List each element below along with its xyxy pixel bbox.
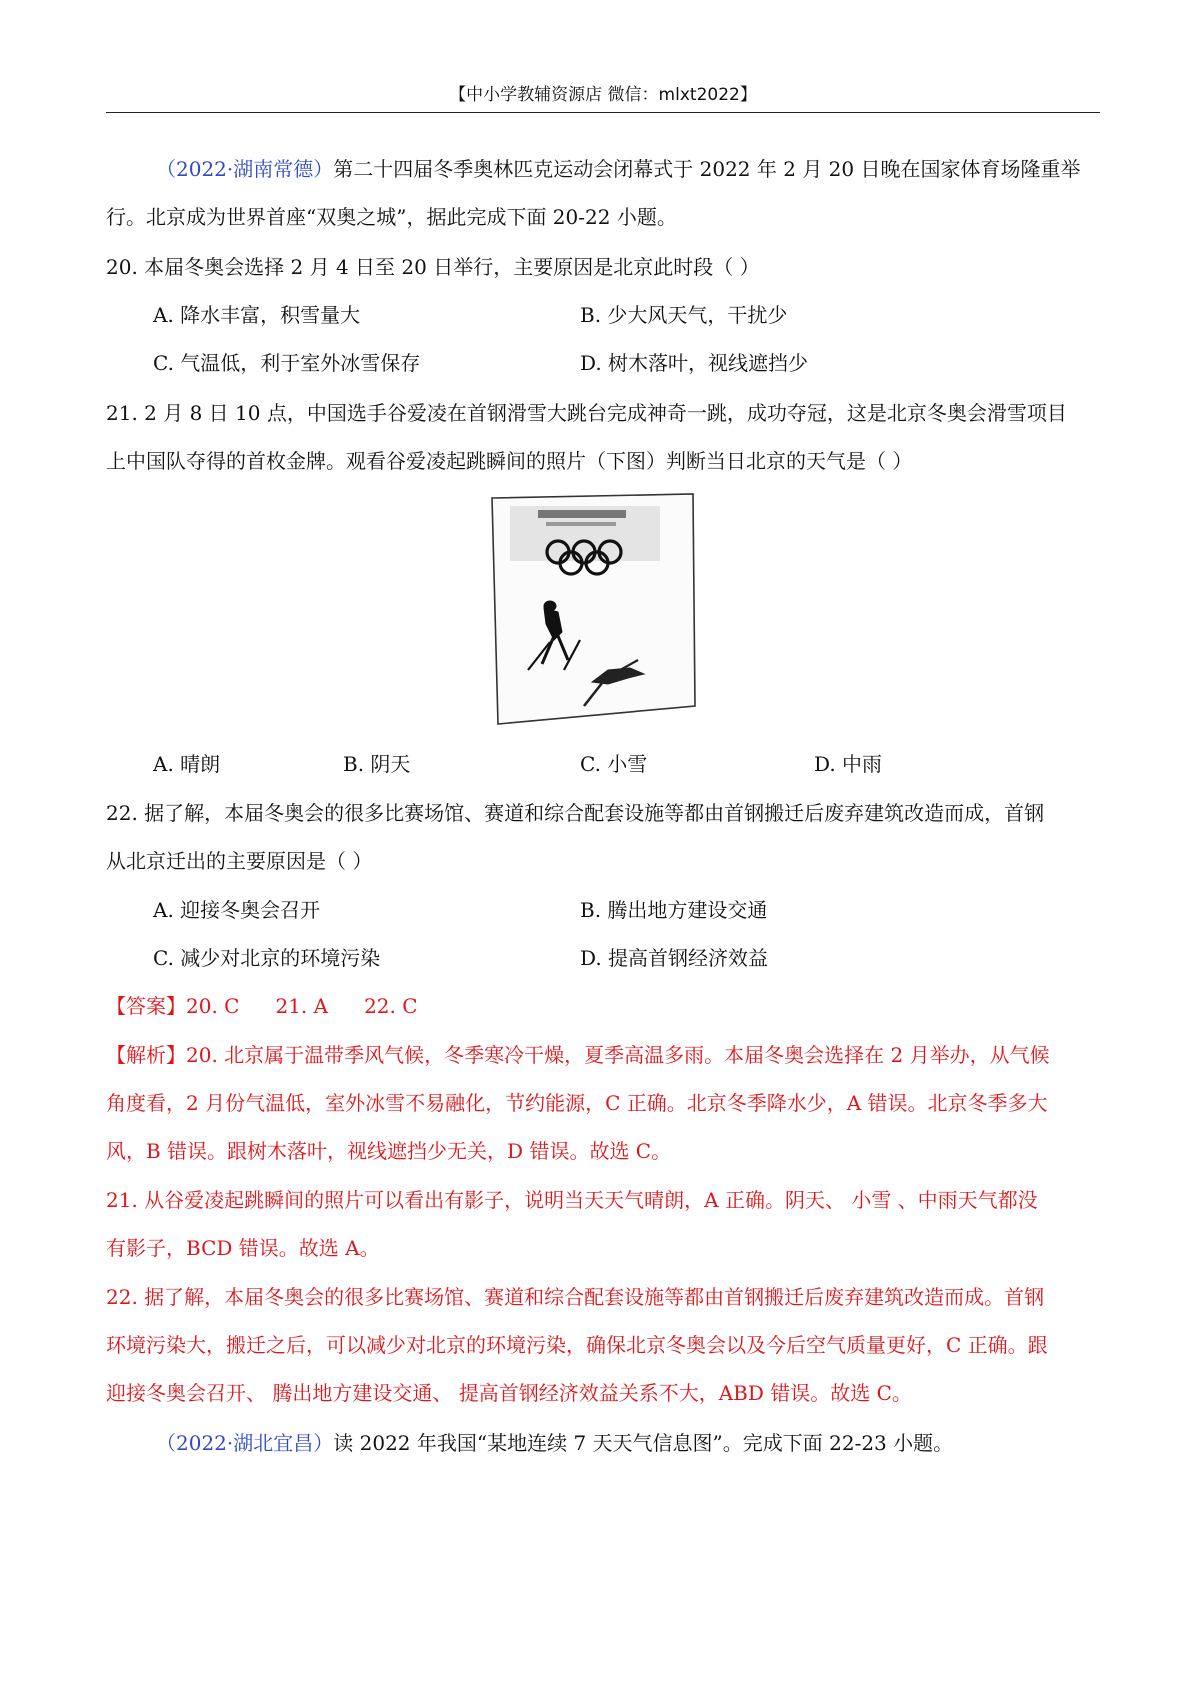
question-22-line-1: 22. 据了解，本届冬奥会的很多比赛场馆、赛道和综合配套设施等都由首钢搬迁后废弃建筑改造而成，首钢 bbox=[106, 801, 1045, 825]
analysis-21-line-1: 21. 从谷爱凌起跳瞬间的照片可以看出有影子，说明当天天气晴朗，A 正确。阴天、 小雪 、中雨天气都没 bbox=[106, 1188, 1038, 1212]
analysis-20-line-1 bbox=[106, 1042, 1100, 1068]
question-21-line-2: 上中国队夺得的首枚金牌。观看谷爱凌起跳瞬间的照片（下图）判断当日北京的天气是（ ） bbox=[106, 449, 913, 473]
ski-jump-photo bbox=[488, 492, 700, 728]
answer-22: 22. C bbox=[364, 994, 418, 1018]
intro-2-line bbox=[156, 1430, 1100, 1456]
question-22-line-2: 从北京迁出的主要原因是（ ） bbox=[106, 849, 373, 873]
question-20-option-b: B. 少大风天气，干扰少 bbox=[580, 303, 788, 327]
analysis-label: 【解析】 bbox=[106, 1043, 186, 1067]
question-22-option-b: B. 腾出地方建设交通 bbox=[580, 898, 768, 922]
question-20-option-d: D. 树木落叶，视线遮挡少 bbox=[580, 351, 809, 375]
question-22-option-a: A. 迎接冬奥会召开 bbox=[153, 898, 321, 922]
answer-21: 21. A bbox=[275, 994, 329, 1018]
analysis-21-line-2: 有影子，BCD 错误。故选 A。 bbox=[106, 1236, 380, 1260]
question-21-option-c: C. 小雪 bbox=[580, 752, 648, 776]
question-21-option-a: A. 晴朗 bbox=[153, 752, 221, 776]
question-20-option-a: A. 降水丰富，积雪量大 bbox=[153, 303, 361, 327]
analysis-20-line-3: 风，B 错误。跟树木落叶，视线遮挡少无关，D 错误。故选 C。 bbox=[106, 1139, 672, 1163]
question-21-line-1: 21. 2 月 8 日 10 点，中国选手谷爱凌在首钢滑雪大跳台完成神奇一跳，成功夺冠，这是北京冬奥会滑雪项目 bbox=[106, 401, 1067, 425]
page-header: 【中小学教辅资源店 微信：mlxt2022】 bbox=[449, 85, 757, 105]
analysis-22-line-3: 迎接冬奥会召开、 腾出地方建设交通、 提高首钢经济效益关系不大，ABD 错误。故选 C。 bbox=[106, 1381, 912, 1405]
question-22-option-c: C. 减少对北京的环境污染 bbox=[153, 946, 381, 970]
question-22-option-d: D. 提高首钢经济效益 bbox=[580, 946, 769, 970]
analysis-20-line-2: 角度看，2 月份气温低，室外冰雪不易融化，节约能源，C 正确。北京冬季降水少，A 错误。北京冬季多大 bbox=[106, 1091, 1048, 1115]
question-20-stem: 20. 本届冬奥会选择 2 月 4 日至 20 日举行，主要原因是北京此时段（ ） bbox=[106, 255, 760, 279]
analysis-20-text: 20. 北京属于温带季风气候，冬季寒冷干燥，夏季高温多雨。本届冬奥会选择在 2 月举办，从气候 bbox=[186, 1043, 1050, 1067]
answer-label: 【答案】 bbox=[106, 994, 186, 1018]
answer-20: 20. C bbox=[186, 994, 240, 1018]
intro-1-line-2: 行。北京成为世界首座“双奥之城”，据此完成下面 20-22 小题。 bbox=[106, 205, 677, 229]
analysis-22-line-2: 环境污染大，搬迁之后，可以减少对北京的环境污染，确保北京冬奥会以及今后空气质量更好，C 正确。跟 bbox=[106, 1333, 1048, 1357]
question-21-option-d: D. 中雨 bbox=[814, 752, 883, 776]
source-tag-2: （2022·湖北宜昌） bbox=[156, 1431, 334, 1455]
header-divider bbox=[106, 112, 1100, 113]
intro-1-line-1 bbox=[156, 156, 1100, 182]
analysis-22-line-1: 22. 据了解，本届冬奥会的很多比赛场馆、赛道和综合配套设施等都由首钢搬迁后废弃建筑改造而成。首钢 bbox=[106, 1285, 1045, 1309]
intro-2-text: 读 2022 年我国“某地连续 7 天天气信息图”。完成下面 22-23 小题。 bbox=[333, 1431, 954, 1455]
question-21-option-b: B. 阴天 bbox=[343, 752, 411, 776]
source-tag: （2022·湖南常德） bbox=[156, 157, 334, 181]
answer-line bbox=[106, 993, 1100, 1019]
intro-1-text: 第二十四届冬季奥林匹克运动会闭幕式于 2022 年 2 月 20 日晚在国家体育场隆重举 bbox=[333, 157, 1081, 181]
question-20-option-c: C. 气温低，利于室外冰雪保存 bbox=[153, 351, 421, 375]
